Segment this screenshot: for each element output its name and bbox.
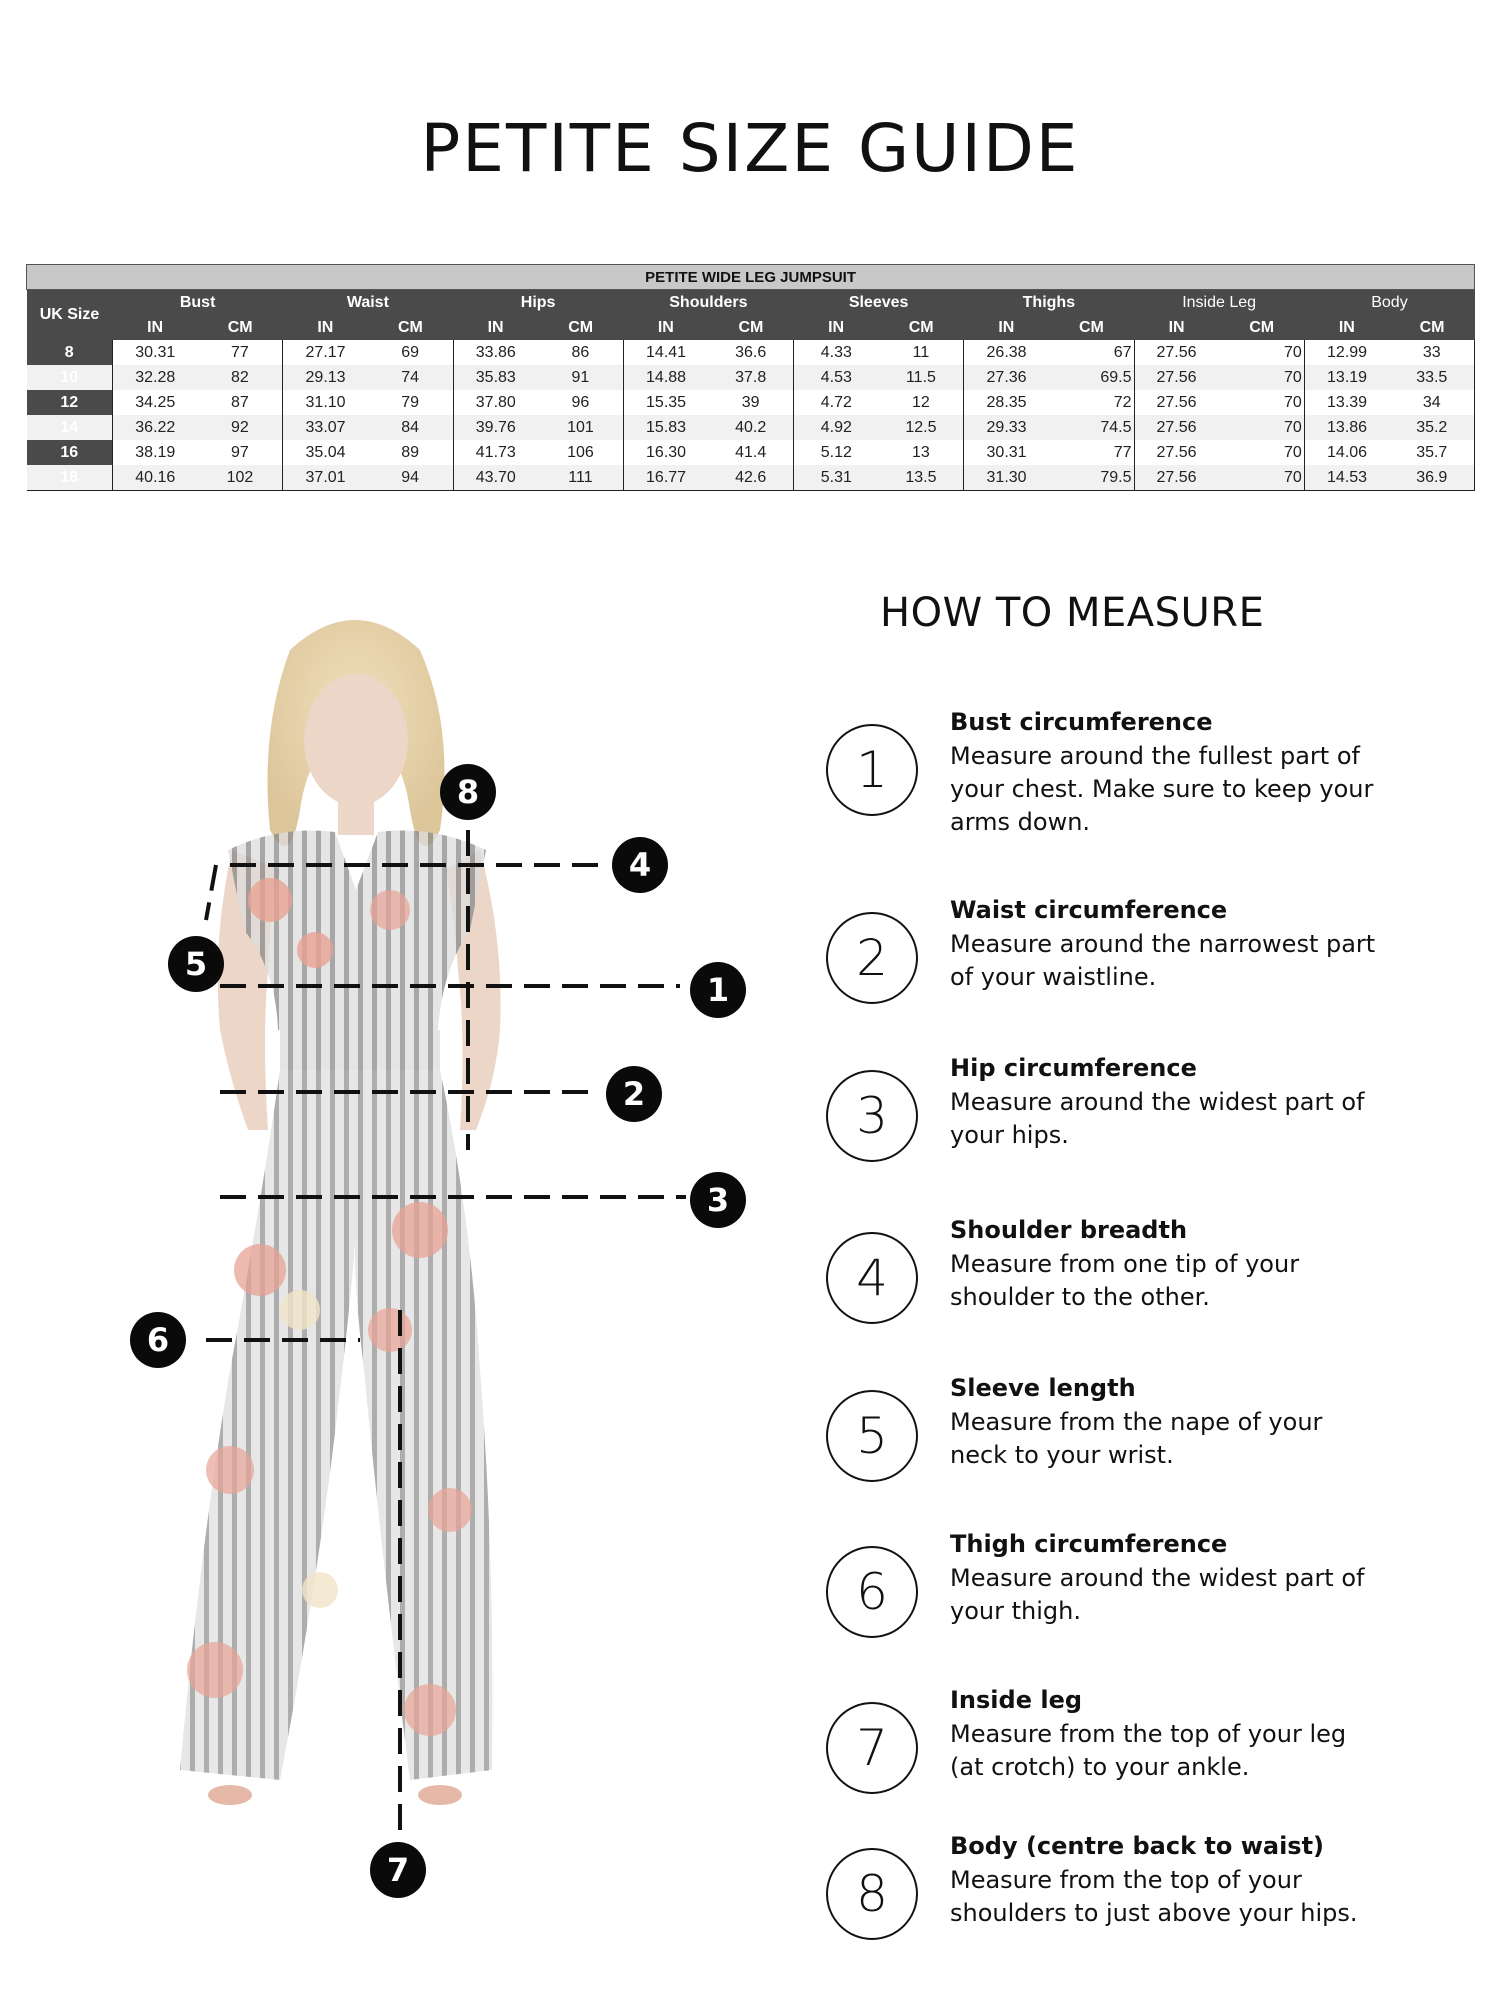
size-table	[26, 264, 1475, 491]
table-cell: 70	[1219, 365, 1304, 390]
table-cell: 27.56	[1134, 465, 1219, 491]
table-cell: 87	[198, 390, 283, 415]
table-cell: 13.86	[1304, 415, 1389, 440]
table-cell: 38.19	[113, 440, 198, 465]
table-cell: 35.83	[453, 365, 538, 390]
table-cell: 11.5	[879, 365, 964, 390]
table-cell: 27.56	[1134, 340, 1219, 365]
table-cell: 28.35	[964, 390, 1049, 415]
table-cell: 15.35	[623, 390, 708, 415]
table-cell: 11	[879, 340, 964, 365]
table-cell: 79.5	[1049, 465, 1134, 491]
step-description: Measure around the widest part of your thigh.	[950, 1564, 1365, 1625]
step-description: Measure around the widest part of your hips.	[950, 1088, 1365, 1149]
table-cell: 36.22	[113, 415, 198, 440]
table-cell: 89	[368, 440, 453, 465]
step-description: Measure from one tip of your shoulder to the other.	[950, 1250, 1300, 1311]
step-number-circle: 4	[826, 1232, 918, 1324]
step-heading: Waist circumference	[950, 896, 1228, 924]
table-cell: 34.25	[113, 390, 198, 415]
table-cell: 27.56	[1134, 415, 1219, 440]
size-cell: 8	[27, 340, 113, 365]
measure-step	[826, 898, 1386, 1048]
unit-header-cm: CM	[1389, 315, 1474, 340]
measure-step	[826, 1218, 1386, 1368]
table-cell: 13.39	[1304, 390, 1389, 415]
table-cell: 70	[1219, 440, 1304, 465]
unit-header-cm: CM	[708, 315, 793, 340]
table-cell: 14.88	[623, 365, 708, 390]
table-cell: 70	[1219, 340, 1304, 365]
table-row	[27, 440, 1475, 465]
figure-marker-7: 7	[370, 1842, 426, 1898]
page-title: PETITE SIZE GUIDE	[420, 110, 1080, 187]
table-cell: 36.9	[1389, 465, 1474, 491]
unit-header-in: IN	[623, 315, 708, 340]
table-cell: 16.77	[623, 465, 708, 491]
step-heading: Bust circumference	[950, 708, 1213, 736]
table-cell: 33.86	[453, 340, 538, 365]
table-cell: 69.5	[1049, 365, 1134, 390]
unit-header-in: IN	[794, 315, 879, 340]
table-cell: 43.70	[453, 465, 538, 491]
model-illustration	[120, 610, 760, 1980]
table-cell: 33	[1389, 340, 1474, 365]
table-cell: 37.80	[453, 390, 538, 415]
figure-marker-8: 8	[440, 764, 496, 820]
table-units-row	[27, 315, 1475, 340]
table-cell: 37.01	[283, 465, 368, 491]
table-row	[27, 365, 1475, 390]
figure-marker-6: 6	[130, 1312, 186, 1368]
table-cell: 13	[879, 440, 964, 465]
column-header-thighs: Thighs	[964, 290, 1134, 316]
figure-marker-4: 4	[612, 837, 668, 893]
table-cell: 36.6	[708, 340, 793, 365]
table-cell: 77	[198, 340, 283, 365]
table-cell: 39.76	[453, 415, 538, 440]
measure-step	[826, 710, 1386, 860]
table-cell: 39	[708, 390, 793, 415]
table-row	[27, 415, 1475, 440]
table-cell: 31.10	[283, 390, 368, 415]
table-cell: 34	[1389, 390, 1474, 415]
figure-marker-3: 3	[690, 1172, 746, 1228]
step-number-circle: 2	[826, 912, 918, 1004]
table-cell: 74	[368, 365, 453, 390]
unit-header-cm: CM	[879, 315, 964, 340]
table-cell: 27.56	[1134, 440, 1219, 465]
product-name: PETITE WIDE LEG JUMPSUIT	[27, 265, 1475, 290]
table-cell: 70	[1219, 415, 1304, 440]
measure-step	[826, 1688, 1386, 1838]
table-cell: 26.38	[964, 340, 1049, 365]
size-column-header: UK Size	[27, 290, 113, 341]
table-cell: 27.56	[1134, 390, 1219, 415]
unit-header-in: IN	[1304, 315, 1389, 340]
table-cell: 74.5	[1049, 415, 1134, 440]
table-cell: 69	[368, 340, 453, 365]
figure-marker-2: 2	[606, 1066, 662, 1122]
table-cell: 4.72	[794, 390, 879, 415]
unit-header-cm: CM	[1219, 315, 1304, 340]
table-cell: 31.30	[964, 465, 1049, 491]
table-cell: 77	[1049, 440, 1134, 465]
column-header-hips: Hips	[453, 290, 623, 316]
table-product-row	[27, 265, 1475, 290]
table-row	[27, 390, 1475, 415]
table-cell: 84	[368, 415, 453, 440]
step-heading: Thigh circumference	[950, 1530, 1228, 1558]
table-cell: 111	[538, 465, 623, 491]
column-header-sleeves: Sleeves	[794, 290, 964, 316]
table-cell: 32.28	[113, 365, 198, 390]
table-cell: 101	[538, 415, 623, 440]
step-heading: Hip circumference	[950, 1054, 1197, 1082]
table-cell: 33.07	[283, 415, 368, 440]
column-header-inside-leg: Inside Leg	[1134, 290, 1304, 316]
table-cell: 35.04	[283, 440, 368, 465]
step-number-circle: 1	[826, 724, 918, 816]
table-cell: 70	[1219, 390, 1304, 415]
table-cell: 35.2	[1389, 415, 1474, 440]
table-cell: 30.31	[113, 340, 198, 365]
table-cell: 5.31	[794, 465, 879, 491]
measure-step	[826, 1056, 1386, 1206]
table-cell: 27.17	[283, 340, 368, 365]
step-heading: Sleeve length	[950, 1374, 1136, 1402]
figure-marker-1: 1	[690, 962, 746, 1018]
table-cell: 4.92	[794, 415, 879, 440]
step-heading: Shoulder breadth	[950, 1216, 1188, 1244]
table-cell: 92	[198, 415, 283, 440]
table-cell: 40.2	[708, 415, 793, 440]
unit-header-in: IN	[1134, 315, 1219, 340]
step-heading: Inside leg	[950, 1686, 1083, 1714]
table-cell: 106	[538, 440, 623, 465]
unit-header-in: IN	[964, 315, 1049, 340]
unit-header-in: IN	[283, 315, 368, 340]
table-cell: 91	[538, 365, 623, 390]
size-cell: 14	[27, 415, 113, 440]
unit-header-cm: CM	[1049, 315, 1134, 340]
table-cell: 67	[1049, 340, 1134, 365]
table-cell: 16.30	[623, 440, 708, 465]
unit-header-in: IN	[113, 315, 198, 340]
step-description: Measure from the nape of your neck to your wrist.	[950, 1408, 1323, 1469]
table-cell: 97	[198, 440, 283, 465]
table-body	[27, 340, 1475, 491]
table-cell: 86	[538, 340, 623, 365]
measure-step	[826, 1376, 1386, 1526]
table-cell: 29.13	[283, 365, 368, 390]
column-header-body: Body	[1304, 290, 1474, 316]
how-to-measure-title: HOW TO MEASURE	[880, 590, 1265, 636]
size-cell: 18	[27, 465, 113, 491]
table-row	[27, 465, 1475, 491]
table-row	[27, 340, 1475, 365]
table-cell: 29.33	[964, 415, 1049, 440]
table-cell: 42.6	[708, 465, 793, 491]
table-cell: 35.7	[1389, 440, 1474, 465]
table-cell: 41.4	[708, 440, 793, 465]
table-cell: 13.5	[879, 465, 964, 491]
step-description: Measure from the top of your shoulders to just above your hips.	[950, 1866, 1358, 1927]
measure-step	[826, 1834, 1386, 1984]
table-cell: 14.41	[623, 340, 708, 365]
table-cell: 37.8	[708, 365, 793, 390]
table-cell: 4.53	[794, 365, 879, 390]
table-cell: 70	[1219, 465, 1304, 491]
table-cell: 94	[368, 465, 453, 491]
table-cell: 82	[198, 365, 283, 390]
table-cell: 14.53	[1304, 465, 1389, 491]
table-cell: 79	[368, 390, 453, 415]
table-cell: 14.06	[1304, 440, 1389, 465]
unit-header-cm: CM	[198, 315, 283, 340]
table-cell: 15.83	[623, 415, 708, 440]
table-cell: 12.99	[1304, 340, 1389, 365]
step-description: Measure from the top of your leg (at crotch) to your ankle.	[950, 1720, 1347, 1781]
table-cell: 102	[198, 465, 283, 491]
model-figure	[120, 610, 760, 1980]
table-cell: 41.73	[453, 440, 538, 465]
column-header-shoulders: Shoulders	[623, 290, 793, 316]
table-header-row	[27, 290, 1475, 316]
table-cell: 96	[538, 390, 623, 415]
column-header-waist: Waist	[283, 290, 453, 316]
table-cell: 5.12	[794, 440, 879, 465]
table-cell: 13.19	[1304, 365, 1389, 390]
table-cell: 72	[1049, 390, 1134, 415]
step-number-circle: 8	[826, 1848, 918, 1940]
step-number-circle: 5	[826, 1390, 918, 1482]
step-number-circle: 7	[826, 1702, 918, 1794]
step-description: Measure around the fullest part of your chest. Make sure to keep your arms down.	[950, 742, 1374, 836]
size-cell: 16	[27, 440, 113, 465]
step-number-circle: 3	[826, 1070, 918, 1162]
step-heading: Body (centre back to waist)	[950, 1832, 1325, 1860]
table-cell: 33.5	[1389, 365, 1474, 390]
table-cell: 27.56	[1134, 365, 1219, 390]
measure-step	[826, 1532, 1386, 1682]
size-cell: 10	[27, 365, 113, 390]
unit-header-cm: CM	[538, 315, 623, 340]
step-number-circle: 6	[826, 1546, 918, 1638]
table-cell: 12.5	[879, 415, 964, 440]
table-cell: 30.31	[964, 440, 1049, 465]
table-cell: 40.16	[113, 465, 198, 491]
unit-header-cm: CM	[368, 315, 453, 340]
size-cell: 12	[27, 390, 113, 415]
table-cell: 27.36	[964, 365, 1049, 390]
unit-header-in: IN	[453, 315, 538, 340]
figure-marker-5: 5	[168, 936, 224, 992]
step-description: Measure around the narrowest part of your waistline.	[950, 930, 1376, 991]
column-header-bust: Bust	[113, 290, 283, 316]
table-cell: 4.33	[794, 340, 879, 365]
table-cell: 12	[879, 390, 964, 415]
